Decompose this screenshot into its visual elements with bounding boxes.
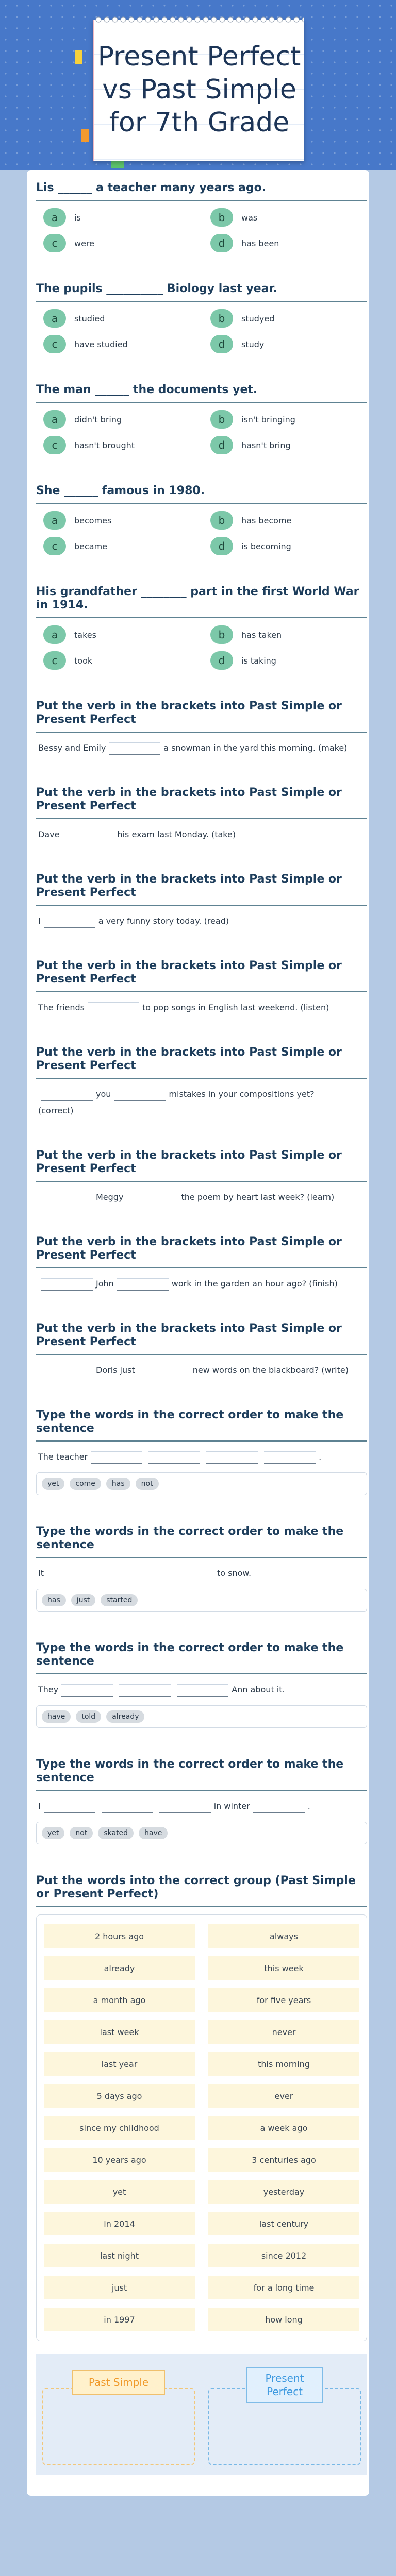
sentence <box>36 1276 367 1292</box>
word-chip[interactable]: told <box>76 1710 101 1723</box>
fill-task-5 <box>36 1046 367 1119</box>
fill-task-6 <box>36 1149 367 1206</box>
word-chip[interactable]: skated <box>98 1827 134 1839</box>
option-b[interactable] <box>210 309 367 328</box>
sentence-middle: you <box>96 1089 111 1099</box>
option-text: takes <box>74 630 96 640</box>
sentence-end: a very funny story today. (read) <box>98 916 229 926</box>
question-text: She ______ famous in 1980. <box>36 484 367 504</box>
option-text: is <box>74 212 81 223</box>
word-bank <box>36 1472 367 1495</box>
word-tile[interactable]: 10 years ago <box>44 2148 195 2172</box>
option-letter-badge: b <box>210 208 233 227</box>
page-title: Present Perfect vs Past Simple for 7th Grade <box>97 41 301 138</box>
group-task <box>36 1874 367 2475</box>
option-letter-badge: a <box>43 511 66 530</box>
order-task-2 <box>36 1525 367 1612</box>
option-b[interactable] <box>210 625 367 644</box>
word-tile[interactable]: since 2012 <box>208 2244 359 2267</box>
option-a[interactable] <box>43 410 200 429</box>
sentence <box>36 1362 367 1379</box>
task-instruction: Put the words into the correct group (Past Simple or Present Perfect) <box>36 1874 367 1907</box>
answer-blank[interactable] <box>41 1365 93 1377</box>
answer-blank[interactable] <box>88 1002 139 1014</box>
option-c[interactable] <box>43 436 200 454</box>
sentence <box>36 999 367 1016</box>
option-d[interactable] <box>210 335 367 353</box>
word-chip[interactable]: yet <box>42 1827 64 1839</box>
word-tiles <box>36 1914 367 2341</box>
sentence-middle: Doris just <box>96 1365 135 1375</box>
option-letter-badge: d <box>210 651 233 670</box>
sentence-start: I <box>38 916 41 926</box>
sentence-end: to pop songs in English last weekend. (listen) <box>142 1003 329 1012</box>
worksheet <box>27 170 369 2496</box>
option-a[interactable] <box>43 511 200 530</box>
word-tile[interactable]: in 1997 <box>44 2308 195 2331</box>
option-text: has become <box>241 515 292 526</box>
word-tile[interactable]: yesterday <box>208 2180 359 2204</box>
word-slot[interactable] <box>119 1684 171 1697</box>
option-text: studyed <box>241 313 275 324</box>
mc-task-4 <box>36 484 367 555</box>
option-b[interactable] <box>210 208 367 227</box>
sentence <box>36 826 367 843</box>
option-text: is becoming <box>241 541 291 551</box>
task-instruction: Put the verb in the brackets into Past Simple or Present Perfect <box>36 1235 367 1268</box>
sentence-end: the poem by heart last week? (learn) <box>181 1192 335 1202</box>
sentence-middle: in winter <box>213 1801 250 1811</box>
task-instruction: Type the words in the correct order to make the sentence <box>36 1525 367 1558</box>
word-chip[interactable]: just <box>71 1594 96 1606</box>
group-label-line: Perfect <box>266 2385 303 2398</box>
option-letter-badge: b <box>210 410 233 429</box>
sentence-start: Bessy and Emily <box>38 743 106 753</box>
sentence <box>36 1449 367 1465</box>
task-instruction: Put the verb in the brackets into Past Simple or Present Perfect <box>36 959 367 992</box>
sentence <box>36 1682 367 1698</box>
sentence-middle: Meggy <box>96 1192 124 1202</box>
option-letter-badge: c <box>43 234 66 252</box>
question-text: His grandfather ________ part in the first World War in 1914. <box>36 585 367 618</box>
fill-task-7 <box>36 1235 367 1292</box>
sentence-end: his exam last Monday. (take) <box>117 829 236 839</box>
word-slot[interactable] <box>61 1684 113 1697</box>
sentence <box>36 913 367 929</box>
green-tab-decoration <box>111 161 124 168</box>
word-slot[interactable] <box>206 1451 258 1464</box>
word-tile[interactable]: since my childhood <box>44 2116 195 2140</box>
fill-task-2 <box>36 786 367 843</box>
word-slot[interactable] <box>44 1801 95 1813</box>
word-slot[interactable] <box>148 1451 200 1464</box>
sentence-start: They <box>38 1685 59 1694</box>
word-slot[interactable] <box>177 1684 228 1697</box>
option-text: has taken <box>241 630 282 640</box>
sentence-end: a snowman in the yard this morning. (make) <box>163 743 348 753</box>
option-text: isn't bringing <box>241 414 295 425</box>
answer-blank[interactable] <box>138 1365 190 1377</box>
word-tile[interactable]: how long <box>208 2308 359 2331</box>
word-tile[interactable]: this morning <box>208 2052 359 2076</box>
verb-hint: (correct) <box>38 1106 74 1115</box>
word-tile[interactable]: 2 hours ago <box>44 1924 195 1948</box>
word-tile[interactable]: already <box>44 1956 195 1980</box>
word-tile[interactable]: this week <box>208 1956 359 1980</box>
answer-blank[interactable] <box>41 1278 93 1291</box>
mc-task-1 <box>36 181 367 252</box>
option-letter-badge: b <box>210 625 233 644</box>
sentence <box>36 1798 367 1815</box>
word-tile[interactable]: just <box>44 2276 195 2299</box>
word-tile[interactable]: 3 centuries ago <box>208 2148 359 2172</box>
past-simple-group[interactable] <box>42 2367 195 2465</box>
word-chip[interactable]: have <box>139 1827 168 1839</box>
option-letter-badge: d <box>210 234 233 252</box>
order-task-1 <box>36 1409 367 1495</box>
word-tile[interactable]: for five years <box>208 1988 359 2012</box>
option-c[interactable] <box>43 537 200 555</box>
mc-task-3 <box>36 383 367 454</box>
sentence <box>36 1086 367 1119</box>
sentence-end: to snow. <box>217 1568 252 1578</box>
word-tile[interactable]: a week ago <box>208 2116 359 2140</box>
sentence-middle: John <box>96 1279 114 1289</box>
group-label <box>246 2367 323 2403</box>
yellow-tab-decoration <box>75 50 82 64</box>
option-b[interactable] <box>210 410 367 429</box>
word-chip[interactable]: yet <box>42 1478 64 1490</box>
option-letter-badge: c <box>43 436 66 454</box>
option-letter-badge: d <box>210 335 233 353</box>
word-bank <box>36 1589 367 1612</box>
task-instruction: Put the verb in the brackets into Past Simple or Present Perfect <box>36 786 367 819</box>
option-text: became <box>74 541 108 551</box>
word-chip[interactable]: not <box>70 1827 93 1839</box>
group-label: Past Simple <box>72 2370 165 2395</box>
task-instruction: Put the verb in the brackets into Past Simple or Present Perfect <box>36 1149 367 1182</box>
option-b[interactable] <box>210 511 367 530</box>
word-tile[interactable]: last century <box>208 2212 359 2235</box>
mc-task-5 <box>36 585 367 670</box>
word-slot[interactable] <box>102 1801 153 1813</box>
word-chip[interactable]: has <box>106 1478 130 1490</box>
option-letter-badge: a <box>43 625 66 644</box>
option-d[interactable] <box>210 234 367 252</box>
option-d[interactable] <box>210 651 367 670</box>
title-card <box>93 20 304 161</box>
word-slot[interactable] <box>47 1568 98 1580</box>
option-text: studied <box>74 313 105 324</box>
option-a[interactable] <box>43 625 200 644</box>
option-text: has been <box>241 238 279 248</box>
drop-zone[interactable] <box>42 2388 195 2465</box>
word-tile[interactable]: yet <box>44 2180 195 2204</box>
word-slot[interactable] <box>105 1568 156 1580</box>
fill-task-8 <box>36 1322 367 1379</box>
option-letter-badge: b <box>210 511 233 530</box>
answer-blank[interactable] <box>41 1089 93 1101</box>
option-d[interactable] <box>210 537 367 555</box>
option-text: have studied <box>74 339 128 349</box>
answer-blank[interactable] <box>62 829 114 841</box>
sentence-start: The friends <box>38 1003 85 1012</box>
option-text: hasn't bring <box>241 440 291 450</box>
answer-blank[interactable] <box>114 1089 166 1101</box>
word-tile[interactable]: 5 days ago <box>44 2084 195 2108</box>
answer-blank[interactable] <box>109 742 160 755</box>
option-letter-badge: c <box>43 537 66 555</box>
question-text: The pupils __________ Biology last year. <box>36 282 367 302</box>
word-slot[interactable] <box>91 1451 142 1464</box>
word-chip[interactable]: have <box>42 1710 71 1723</box>
answer-blank[interactable] <box>117 1278 169 1291</box>
option-letter-badge: a <box>43 208 66 227</box>
task-instruction: Put the verb in the brackets into Past Simple or Present Perfect <box>36 873 367 906</box>
task-instruction: Put the verb in the brackets into Past Simple or Present Perfect <box>36 1046 367 1079</box>
answer-blank[interactable] <box>44 916 95 928</box>
option-d[interactable] <box>210 436 367 454</box>
option-letter-badge: a <box>43 309 66 328</box>
sentence <box>36 1565 367 1582</box>
task-instruction: Put the verb in the brackets into Past Simple or Present Perfect <box>36 1322 367 1355</box>
sentence-end: work in the garden an hour ago? (finish) <box>171 1279 338 1289</box>
answer-blank[interactable] <box>126 1192 178 1204</box>
present-perfect-group[interactable] <box>208 2367 361 2465</box>
option-text: were <box>74 238 94 248</box>
word-slot[interactable] <box>264 1451 316 1464</box>
orange-tab-decoration <box>81 129 89 142</box>
option-a[interactable] <box>43 309 200 328</box>
sentence <box>36 1189 367 1206</box>
spiral-binding <box>94 13 304 26</box>
word-slot[interactable] <box>162 1568 214 1580</box>
word-tile[interactable]: always <box>208 1924 359 1948</box>
option-text: took <box>74 655 93 666</box>
word-bank <box>36 1705 367 1728</box>
option-letter-badge: b <box>210 309 233 328</box>
option-letter-badge: d <box>210 436 233 454</box>
sentence-start: Dave <box>38 829 60 839</box>
option-letter-badge: c <box>43 335 66 353</box>
word-tile[interactable]: last night <box>44 2244 195 2267</box>
option-letter-badge: a <box>43 410 66 429</box>
fill-task-4 <box>36 959 367 1016</box>
word-chip[interactable]: already <box>106 1710 144 1723</box>
word-slot[interactable] <box>159 1801 211 1813</box>
option-c[interactable] <box>43 234 200 252</box>
word-slot[interactable] <box>253 1801 305 1813</box>
fill-task-3 <box>36 873 367 929</box>
drop-groups <box>36 2354 367 2475</box>
option-text: becomes <box>74 515 112 526</box>
sentence-end: mistakes in your compositions yet? <box>169 1089 315 1099</box>
word-tile[interactable]: never <box>208 2020 359 2044</box>
sentence-end: new words on the blackboard? (write) <box>192 1365 349 1375</box>
word-chip[interactable]: has <box>42 1594 66 1606</box>
sentence-end: Ann about it. <box>232 1685 285 1694</box>
option-text: hasn't brought <box>74 440 135 450</box>
task-instruction: Put the verb in the brackets into Past Simple or Present Perfect <box>36 700 367 733</box>
order-task-4 <box>36 1758 367 1844</box>
fill-task-1 <box>36 700 367 756</box>
word-tile[interactable]: last week <box>44 2020 195 2044</box>
option-text: was <box>241 212 258 223</box>
sentence-start: I <box>38 1801 41 1811</box>
word-tile[interactable]: ever <box>208 2084 359 2108</box>
option-letter-badge: d <box>210 537 233 555</box>
word-tile[interactable]: last year <box>44 2052 195 2076</box>
word-tile[interactable]: for a long time <box>208 2276 359 2299</box>
option-c[interactable] <box>43 335 200 353</box>
question-text: The man ______ the documents yet. <box>36 383 367 403</box>
option-text: didn't bring <box>74 414 122 425</box>
question-text: Lis ______ a teacher many years ago. <box>36 181 367 201</box>
option-text: study <box>241 339 265 349</box>
task-instruction: Type the words in the correct order to make the sentence <box>36 1758 367 1791</box>
sentence <box>36 740 367 756</box>
word-tile[interactable]: a month ago <box>44 1988 195 2012</box>
sentence-end: . <box>319 1452 322 1462</box>
group-label-line: Present <box>265 2372 304 2384</box>
sentence-end: . <box>307 1801 310 1811</box>
task-instruction: Type the words in the correct order to make the sentence <box>36 1409 367 1442</box>
word-chip[interactable]: started <box>101 1594 138 1606</box>
word-tile[interactable]: in 2014 <box>44 2212 195 2235</box>
sentence-start: It <box>38 1568 44 1578</box>
option-letter-badge: c <box>43 651 66 670</box>
option-a[interactable] <box>43 208 200 227</box>
answer-blank[interactable] <box>41 1192 93 1204</box>
option-text: is taking <box>241 655 276 666</box>
task-instruction: Type the words in the correct order to make the sentence <box>36 1641 367 1674</box>
order-task-3 <box>36 1641 367 1728</box>
sentence-start: The teacher <box>38 1452 88 1462</box>
mc-task-2 <box>36 282 367 353</box>
option-c[interactable] <box>43 651 200 670</box>
word-chip[interactable]: come <box>70 1478 101 1490</box>
word-chip[interactable]: not <box>136 1478 159 1490</box>
word-bank <box>36 1822 367 1844</box>
